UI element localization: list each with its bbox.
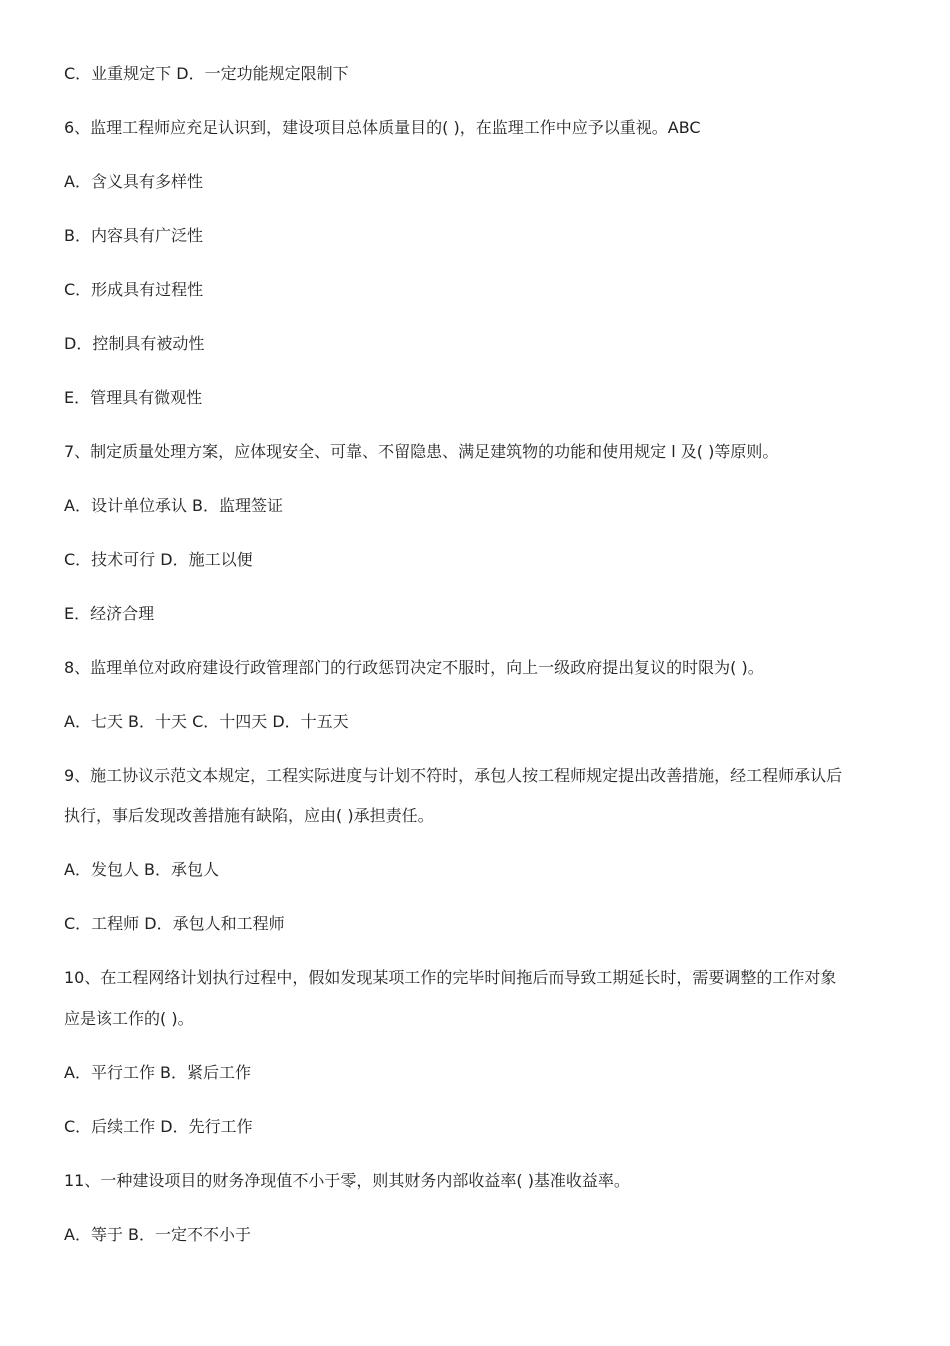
option-line: C．业重规定下 D．一定功能规定限制下 [64, 64, 349, 83]
option-line: A．平行工作 B．紧后工作 [64, 1063, 252, 1082]
question-6: 6、监理工程师应充足认识到，建设项目总体质量目的( )，在监理工作中应予以重视。ABC [64, 118, 701, 137]
question-9: 9、施工协议示范文本规定，工程实际进度与计划不符时，承包人按工程师规定提出改善措施，经工程师承认后 [64, 766, 843, 785]
question-11: 11、一种建设项目的财务净现值不小于零，则其财务内部收益率( )基准收益率。 [64, 1171, 630, 1190]
question-8: 8、监理单位对政府建设行政管理部门的行政惩罚决定不服时，向上一级政府提出复议的时限为( )。 [64, 658, 764, 677]
option-line: C．技术可行 D．施工以便 [64, 550, 253, 569]
option-line: A．发包人 B．承包人 [64, 860, 220, 879]
question-7: 7、制定质量处理方案，应体现安全、可靠、不留隐患、满足建筑物的功能和使用规定 l 及( )等原则。 [64, 442, 779, 461]
option-line: C．后续工作 D．先行工作 [64, 1117, 253, 1136]
question-10: 10、在工程网络计划执行过程中，假如发现某项工作的完毕时间拖后而导致工期延长时，需要调整的工作对象 [64, 968, 837, 987]
question-10-cont: 应是该工作的( )。 [64, 1009, 194, 1028]
option-line: A．等于 B．一定不不小于 [64, 1225, 252, 1244]
option-line: A．设计单位承认 B．监理签证 [64, 496, 284, 515]
option-line: E．经济合理 [64, 604, 155, 623]
option-line: D．控制具有被动性 [64, 334, 205, 353]
option-line: E．管理具有微观性 [64, 388, 203, 407]
option-line: C．形成具有过程性 [64, 280, 204, 299]
option-line: A．含义具有多样性 [64, 172, 203, 191]
option-line: C．工程师 D．承包人和工程师 [64, 914, 285, 933]
question-9-cont: 执行，事后发现改善措施有缺陷，应由( )承担责任。 [64, 806, 434, 825]
option-line: A．七天 B．十天 C．十四天 D．十五天 [64, 712, 349, 731]
option-line: B．内容具有广泛性 [64, 226, 203, 245]
